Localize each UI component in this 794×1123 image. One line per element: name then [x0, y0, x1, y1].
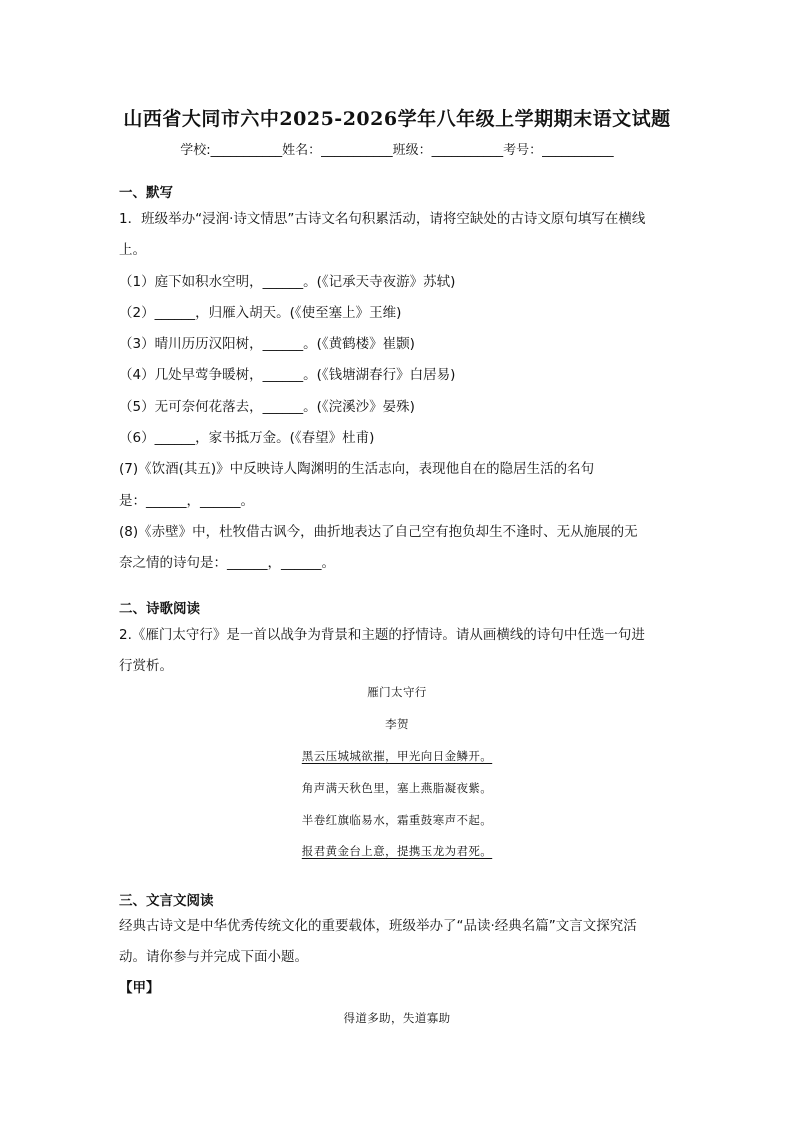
- poem-line: 半卷红旗临易水，霜重鼓寒声不起。: [301, 813, 493, 827]
- section-3-intro: 经典古诗文是中华优秀传统文化的重要载体，班级举办了“品读·经典名篇”文言文探究活: [119, 918, 637, 934]
- poem-line: 角声满天秋色里，塞上燕脂凝夜紫。: [301, 781, 493, 795]
- poem-line-underlined: 报君黄金台上意，提携玉龙为君死。: [301, 844, 493, 858]
- question-1-text-cont: 上。: [119, 242, 146, 258]
- student-info-line: 学校:___________姓名：___________班级：___________考号：___________: [180, 143, 614, 158]
- poem-line-underlined: 黑云压城城欲摧，甲光向日金鳞开。: [301, 749, 493, 763]
- poem-line-wrap: [0, 748, 794, 764]
- question-2-text-cont: 行赏析。: [119, 658, 173, 674]
- dictation-item: （5）无可奈何花落去，______。(《浣溪沙》晏殊): [119, 399, 415, 415]
- section-heading-poetry: 二、诗歌阅读: [119, 601, 200, 617]
- section-heading-classical-chinese: 三、文言文阅读: [119, 893, 214, 909]
- dictation-item-8-cont: 奈之情的诗句是：______，______。: [119, 555, 335, 571]
- dictation-item: （2）______，归雁入胡天。(《使至塞上》王维): [119, 305, 402, 321]
- page-title: 山西省大同市六中2025-2026学年八年级上学期期末语文试题: [123, 108, 671, 130]
- dictation-item-7-cont: 是：______，______。: [119, 493, 254, 509]
- section-3-intro-cont: 动。请你参与并完成下面小题。: [119, 949, 308, 965]
- dictation-item: （4）几处早莺争暖树，______。(《钱塘湖春行》白居易): [119, 367, 456, 383]
- poem-title: 雁门太守行: [367, 685, 427, 699]
- question-2-text: 2.《雁门太守行》是一首以战争为背景和主题的抒情诗。请从画横线的诗句中任选一句进: [119, 627, 645, 643]
- dictation-item: （1）庭下如积水空明，______。(《记承天寺夜游》苏轼): [119, 274, 456, 290]
- poem-author: 李贺: [385, 717, 409, 731]
- passage-title: 得道多助，失道寡助: [343, 1011, 451, 1025]
- section-heading-dictation: 一、默写: [119, 185, 173, 201]
- question-1-text: 1．班级举办“浸润·诗文情思”古诗文名句积累活动，请将空缺处的古诗文原句填写在横线: [119, 211, 646, 227]
- dictation-item: （3）晴川历历汉阳树，______。(《黄鹤楼》崔颢): [119, 336, 415, 352]
- dictation-item: （6）______，家书抵万金。(《春望》杜甫): [119, 430, 375, 446]
- poem-line-wrap: [0, 843, 794, 859]
- dictation-item-7: (7)《饮酒(其五)》中反映诗人陶渊明的生活志向，表现他自在的隐居生活的名句: [119, 461, 595, 477]
- passage-part-label: 【甲】: [119, 980, 160, 996]
- dictation-item-8: (8)《赤壁》中，杜牧借古讽今，曲折地表达了自己空有抱负却生不逢时、无从施展的无: [119, 524, 638, 540]
